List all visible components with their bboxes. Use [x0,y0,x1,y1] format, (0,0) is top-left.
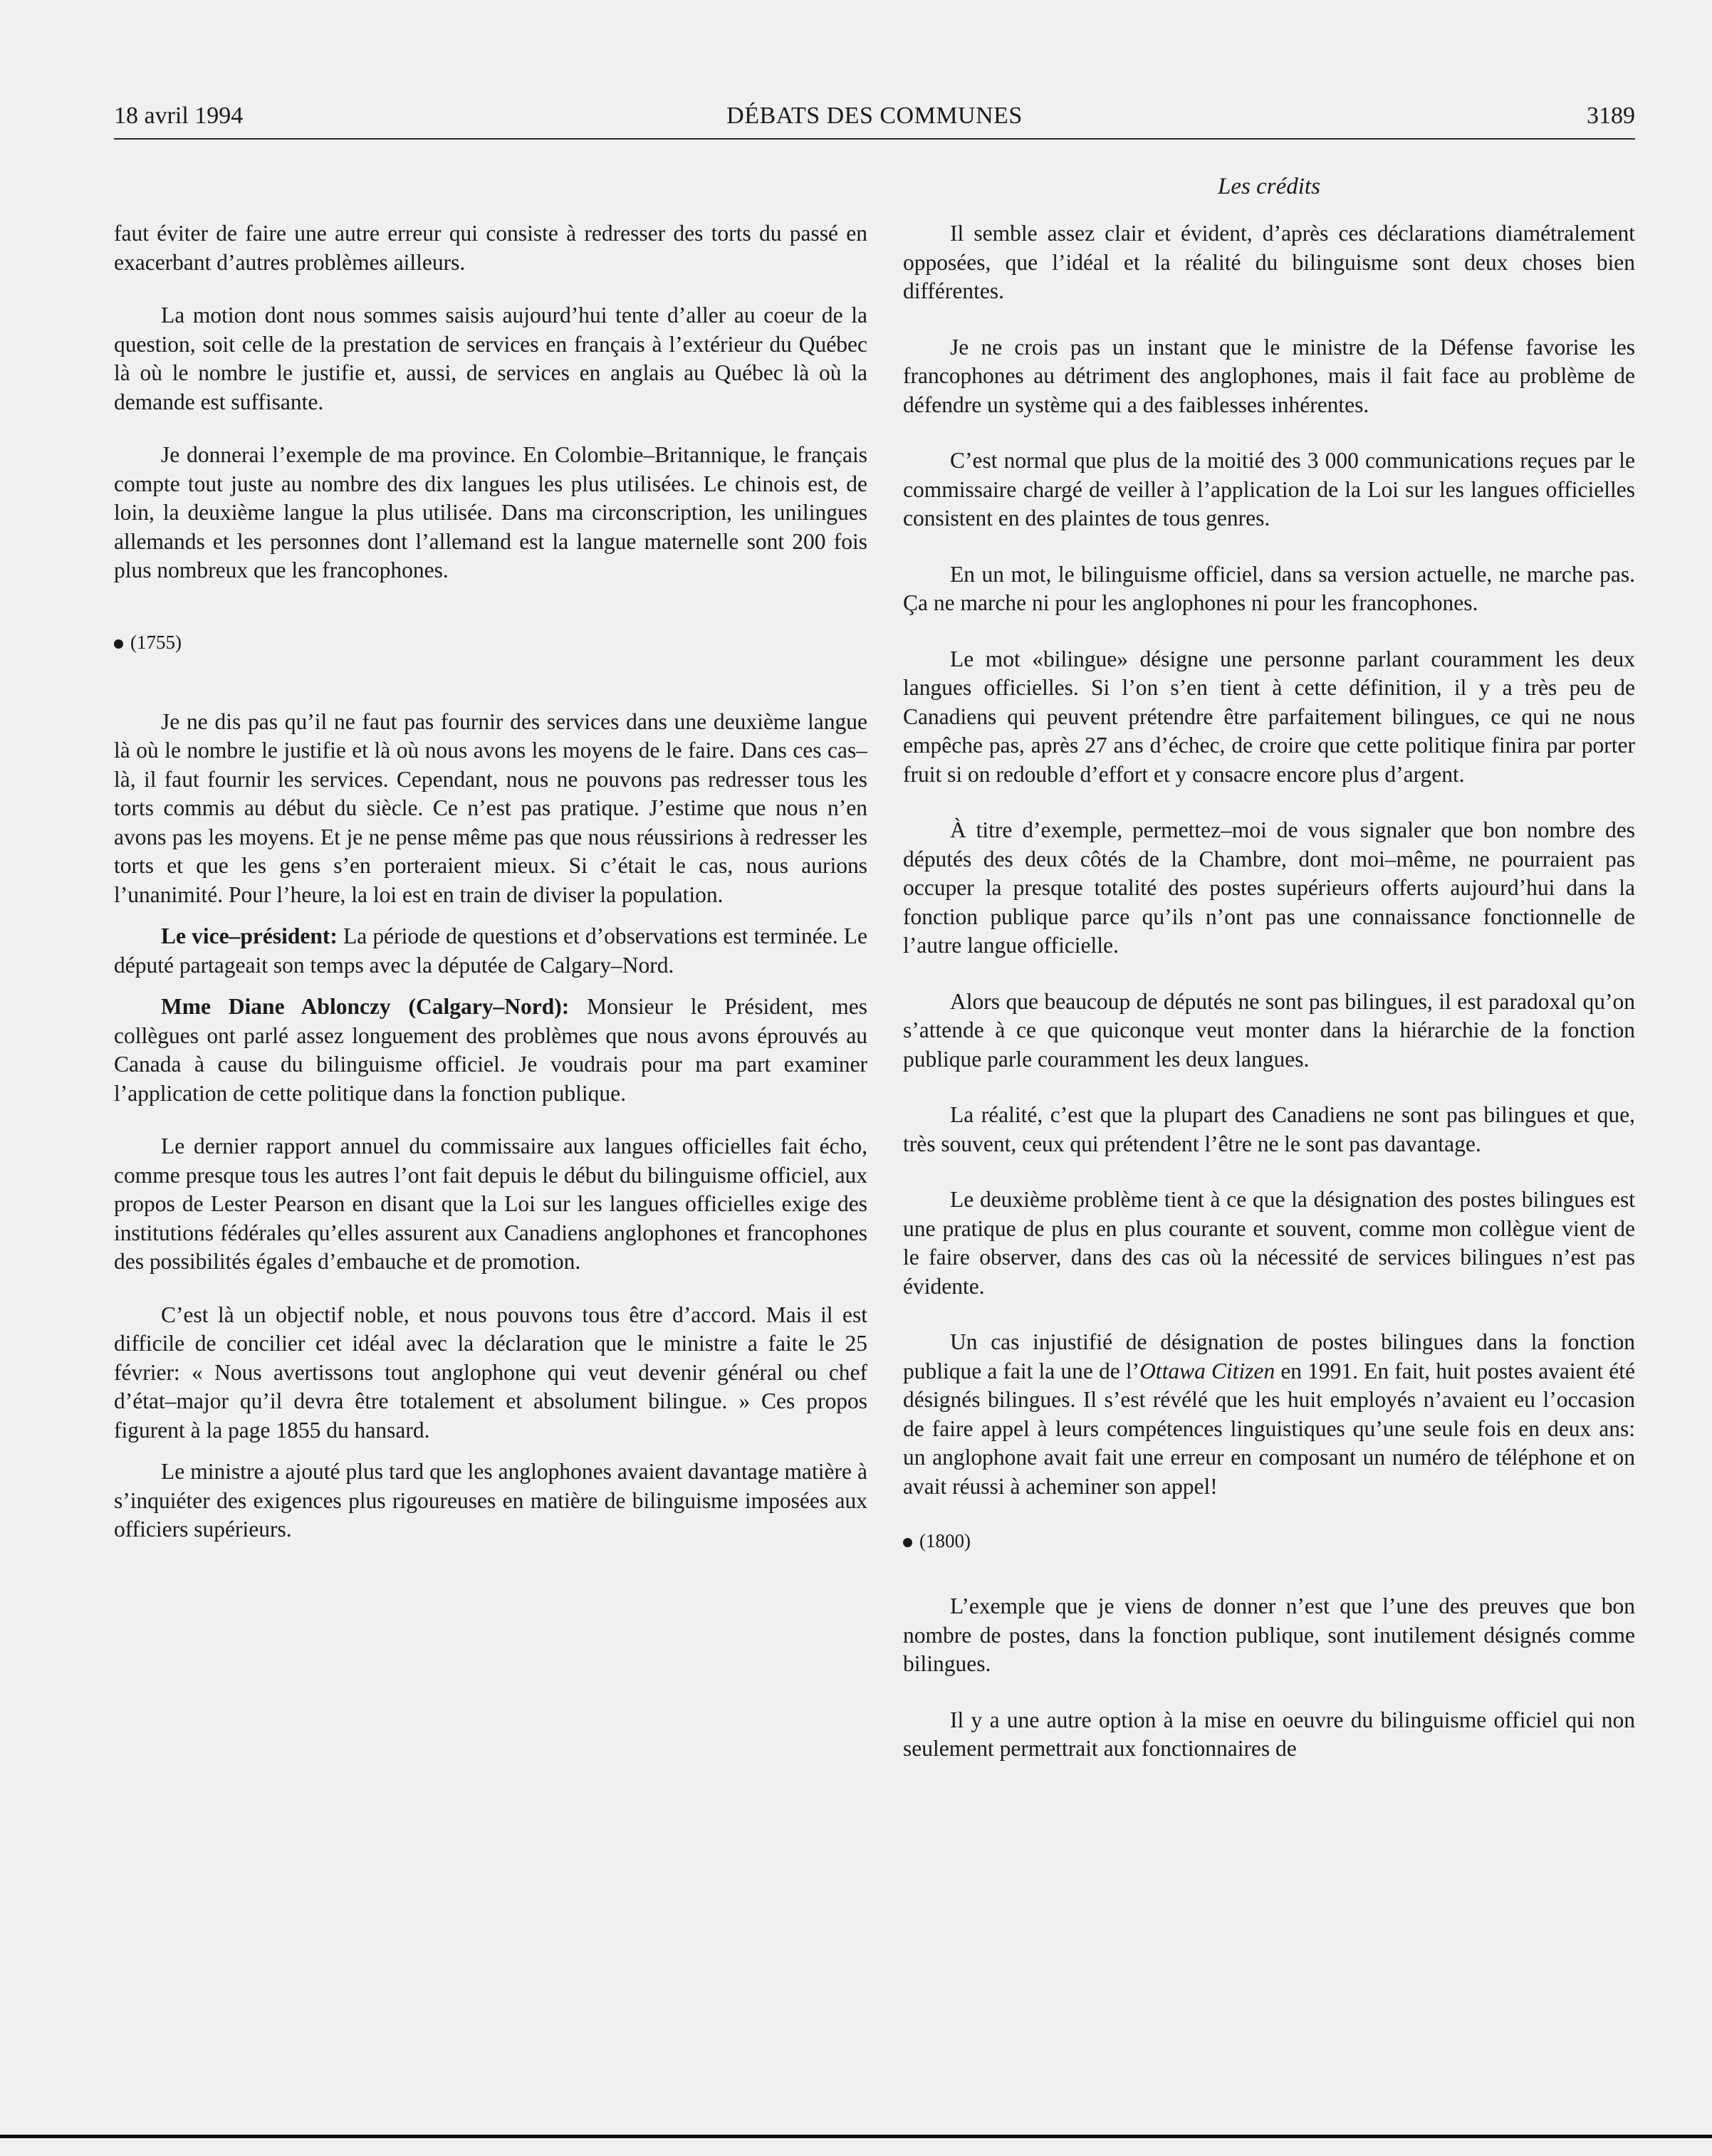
time-marker [114,628,867,656]
paragraph: L’exemple que je viens de donner n’est que l’une des preuves que bon nombre de postes, dans la fonction publique, sont inutilement désignés comme bilingues. [903,1594,1635,1676]
paragraph: À titre d’exemple, permettez–moi de vous signaler que bon nombre des députés des deux côtés de la Chambre, dont moi–même, ne pourraient pas occuper la presque totalité des postes supérieurs offerts aujourd’hui dans la fonction publique parce qu’ils n’ont pas une connaissance fonctionnelle de l’autre langue officielle. [903,817,1635,958]
time-marker [903,1527,1635,1555]
paragraph: Je donnerai l’exemple de ma province. En Colombie–Britannique, le français compte tout juste au nombre des dix langues les plus utilisées. Le chinois est, de loin, la deuxième langue la plus utilisée. Dans ma circonscription, les unilingues allemands et les personnes dont l’allemand est la langue maternelle sont 200 fois plus nombreux que les francophones. [114,442,867,582]
paragraph: La réalité, c’est que la plupart des Canadiens ne sont pas bilingues et que, très souvent, ceux qui prétendent l’être ne le sont pas davantage. [903,1102,1635,1156]
paragraph: Il semble assez clair et évident, d’après ces déclarations diamétralement opposées, que l’idéal et la réalité du bilinguisme sont deux choses bien différentes. [903,221,1635,303]
header-page-number: 3189 [1587,103,1635,129]
speaker-paragraph [114,993,867,1108]
bullet-icon [903,1538,912,1547]
header-title: DÉBATS DES COMMUNES [726,103,1023,129]
speaker-name: Mme Diane Ablonczy (Calgary–Nord): [161,994,570,1019]
paragraph: Alors que beaucoup de députés ne sont pas bilingues, il est paradoxal qu’on s’attende à ce que quiconque veut monter dans la hiérarchie de la fonction publique parle couramment les deux langues. [903,988,1635,1072]
bullet-icon [114,639,123,649]
paragraph: Je ne dis pas qu’il ne faut pas fournir des services dans une deuxième langue là où le nombre le justifie et là où nous avons les moyens de le faire. Dans ces cas–là, il faut fournir les services. Cependant, nous ne pouvons pas redresser tous les torts commis au début du siècle. Ce n’est pas pratique. J’estime que nous n’en avons pas les moyens. Et je ne pense même pas que nous réussirions à redresser les torts et que les gens s’en porteraient mieux. Si c’était le cas, nous aurions l’unanimité. Pour l’heure, la loi est en train de diviser la population. [114,708,867,907]
section-title: Les crédits [1218,174,1320,199]
paragraph: La motion dont nous sommes saisis aujourd’hui tente d’aller au coeur de la question, soit celle de la prestation de services en français à l’extérieur du Québec là où le nombre le justifie et, aussi, de services en anglais au Québec là où la demande est suffisante. [114,303,867,414]
paragraph: En un mot, le bilinguisme officiel, dans sa version actuelle, ne marche pas. Ça ne marche ni pour les anglophones ni pour les francophones. [903,561,1635,615]
paragraph-text: en 1991. En fait, huit postes avaient été désignés bilingues. Il s’est révélé que les huit employés n’avaient eu l’occasion de faire appel à leurs compétences linguistiques qu’une seule fois en deux ans: un anglophone avait fait une erreur en composant un numéro de téléphone et on avait réussi à acheminer son appel! [903,1358,1635,1499]
paragraph [903,1328,1635,1501]
publication-title: Ottawa Citizen [1139,1358,1275,1383]
right-column [903,219,1635,1764]
paragraph: C’est normal que plus de la moitié des 3 000 communications reçues par le commissaire chargé de veiller à l’application de la Loi sur les langues officielles consistent en des plaintes de tous genres. [903,448,1635,530]
scan-edge-line [0,2135,1712,2138]
running-header [114,98,1635,134]
paragraph: faut éviter de faire une autre erreur qui consiste à redresser des torts du passé en exacerbant d’autres problèmes ailleurs. [114,221,867,275]
paragraph: Le dernier rapport annuel du commissaire aux langues officielles fait écho, comme presque tous les autres l’ont fait depuis le début du bilinguisme officiel, aux propos de Lester Pearson en disant que la Loi sur les langues officielles exige des institutions fédérales qu’elles assurent aux Canadiens anglophones et francophones des possibilités égales d’embauche et de promotion. [114,1134,867,1274]
paragraph: Le deuxième problème tient à ce que la désignation des postes bilingues est une pratique de plus en plus courante et souvent, comme mon collègue vient de le faire observer, dans des cas où la nécessité de services bilingues n’est pas évidente. [903,1187,1635,1299]
time-marker-label: (1800) [919,1530,971,1551]
paragraph-text: Un cas injustifié de désignation de postes bilingues dans la fonction publique a fait la une de l’ [903,1329,1635,1383]
paragraph: C’est là un objectif noble, et nous pouvons tous être d’accord. Mais il est difficile de concilier cet idéal avec la déclaration que le ministre a faite le 25 février: « Nous avertissons tout anglophone qui veut devenir général ou chef d’état–major qu’il devra être totalement et absolument bilingue. » Ces propos figurent à la page 1855 du hansard. [114,1302,867,1443]
speaker-name: Le vice–président: [161,923,338,948]
header-date: 18 avril 1994 [114,103,244,129]
speaker-paragraph [114,922,867,980]
paragraph: Le ministre a ajouté plus tard que les anglophones avaient davantage matière à s’inquiéter des exigences plus rigoureuses en matière de bilinguisme imposées aux officiers supérieurs. [114,1459,867,1542]
paragraph: Le mot «bilingue» désigne une personne parlant couramment les deux langues officielles. Si l’on s’en tient à cette définition, il y a très peu de Canadiens qui peuvent prétendre être parfaitement bilingues, ce qui ne nous empêche pas, après 27 ans d’échec, de croire que cette politique finira par porter fruit si on redouble d’effort et y consacre encore plus d’argent. [903,646,1635,787]
time-marker-label: (1755) [130,631,182,653]
speaker-text: Monsieur le Président, mes collègues ont parlé assez longuement des problèmes que nous avons éprouvés au Canada à cause du bilinguisme officiel. Je voudrais pour ma part examiner l’application de cette politique dans la fonction publique. [114,994,867,1106]
left-column [114,219,867,1544]
paragraph: Je ne crois pas un instant que le ministre de la Défense favorise les francophones au détriment des anglophones, mais il fait face au problème de défendre un système qui a des faiblesses inhérentes. [903,334,1635,417]
header-rule [114,138,1635,140]
speaker-text: La période de questions et d’observations est terminée. Le député partageait son temps avec la députée de Calgary–Nord. [114,923,867,978]
paragraph: Il y a une autre option à la mise en oeuvre du bilinguisme officiel qui non seulement permettrait aux fonctionnaires de [903,1707,1635,1761]
